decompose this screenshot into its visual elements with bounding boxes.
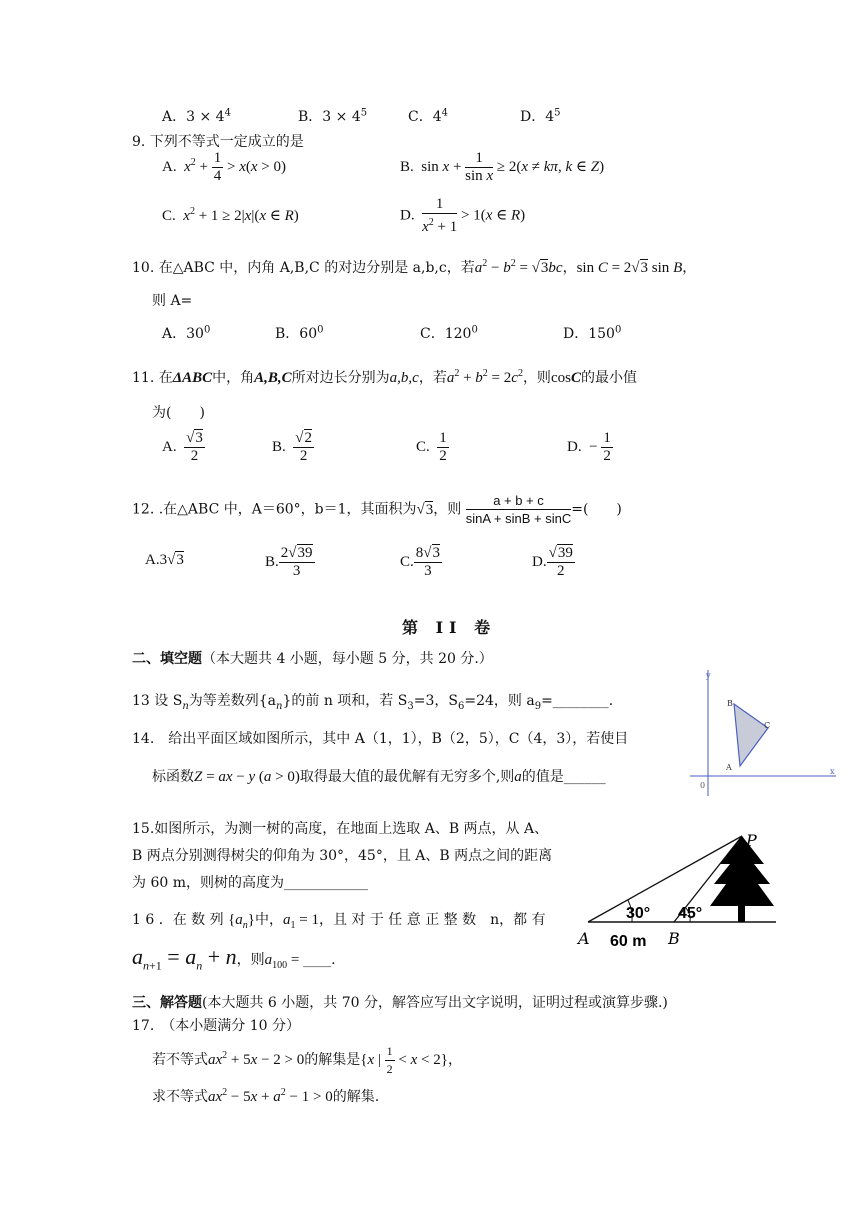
q10-stem: 10. 在△ABC 中，内角 A,B,C 的对边分别是 a,b,c，若$a^2 - b^2 = √3bc$，sin C = 2√3 sin B， (132, 258, 697, 276)
q12-option-b: B. $\frac{2√39}{3}$ (265, 545, 313, 579)
q12-option-d: D. $\frac{√39}{2}$ (532, 545, 573, 579)
q15-line3: 为 60 m，则树的高度为____________ (132, 875, 368, 891)
q15-line2: B 两点分别测得树尖的仰角为 30°，45°，且 A、B 两点之间的距离 (132, 848, 553, 864)
region-abc (734, 704, 771, 766)
q15-line1: 15.如图所示，为测一树的高度，在地面上选取 A、B 两点，从 A、 (132, 821, 549, 837)
q9-option-a: A. $x^2$ + $\frac{1}{4}$ > x(x > 0) (162, 150, 287, 184)
q9-option-c: C. $x^2 + 1 \ge 2|x|(x$ ∈ R) (162, 206, 299, 224)
x-label: x (830, 767, 835, 776)
q12-option-c: C. $\frac{8√3}{3}$ (400, 545, 440, 579)
q14-line2: 标函数Z = ax − y (a > 0)取得最大值的最优解有无穷多个,则a的值是______ (152, 769, 606, 785)
q8-option-a: A．$3 \times 4^4$ (162, 107, 231, 125)
q11-tail: 为( ) (152, 405, 205, 421)
distance-label: 60 m (610, 933, 647, 950)
point-b-label: B (668, 929, 680, 948)
point-c-label: C (764, 721, 771, 730)
q10-option-b: B．$60^0$ (275, 324, 324, 342)
q9-option-b: B. sin x + $\frac{1}{\text{sin x}}$ ≥ 2(x ≠ kπ, k ∈ Z) (400, 150, 605, 184)
q12-stem: 12. .在△ABC 中，A＝60°，b＝1，其面积为√3，则 $\frac{a + b + c}{\sin A + \sin B + \sin C}$ =( ) (132, 493, 622, 526)
q13-text: 13 设 $S_n$为等差数列$\{a_n\}$的前 n 项和，若 $S_3=3$，$S_6=24$，则 $a_9=\_\_\_\_\_\_\_\_$. (132, 693, 614, 712)
point-b-label: B (727, 699, 733, 708)
angle-45-label: 45° (678, 905, 703, 922)
q9-stem: 9. 下列不等式一定成立的是 (132, 134, 304, 150)
q9-option-d: D. $\frac{1}{x^2 + 1}$ > 1(x ∈ R) (400, 196, 526, 235)
point-a-label: A (578, 929, 590, 948)
q8-option-d: D．$4^5$ (520, 107, 561, 125)
q17-line1: 若不等式$ax^2 + 5x - 2 > 0$的解集是{x | $\frac{1}{2}$ < x < 2}， (152, 1044, 462, 1076)
y-label: y (706, 671, 711, 680)
point-p-label: P (746, 831, 757, 850)
q10-option-c: C．$120^0$ (420, 324, 478, 342)
q10-tail: 则 A= (152, 293, 193, 309)
part3-section: 三、解答题(本大题共 6 小题，共 70 分，解答应写出文字说明，证明过程或演算步骤.) (132, 995, 668, 1011)
q17-line2: 求不等式$ax^2 - 5x + a^2 - 1 > 0$的解集. (152, 1087, 380, 1105)
q12-option-a: A.3√3 (145, 552, 184, 568)
q16-line1: 1 6 ．在 数 列 $\{a_n\}$中，$a_1 = 1$，且 对 于 任 意 正 整 数 n，都 有 (132, 912, 546, 931)
q10-option-d: D．$150^0$ (563, 324, 622, 342)
q11-option-d: D. − $\frac{1}{2}$ (567, 430, 611, 464)
origin-label: 0 (700, 781, 706, 790)
q11-stem: 11. 在ΔABC中，角A,B,C所对边长分别为a,b,c，若$a^2 + b^2 = 2c^2$，则cosC的最小值 (132, 368, 637, 386)
part2-section: 二、填空题（本大题共 4 小题，每小题 5 分，共 20 分.） (132, 651, 493, 667)
q11-option-b: B. $\frac{√2}{2}$ (272, 430, 312, 464)
q17-head: 17. （本小题满分 10 分） (132, 1018, 300, 1034)
q11-option-c: C. $\frac{1}{2}$ (416, 430, 447, 464)
part2-title: 第 II 卷 (402, 618, 497, 637)
q14-line1: 14. 给出平面区域如图所示，其中 A（1，1），B（2，5），C（4，3），若使目 (132, 731, 629, 747)
q11-option-a: A. $\frac{√3}{2}$ (162, 430, 203, 464)
q8-option-c: C．$4^4$ (408, 107, 448, 125)
q8-option-b: B．$3 \times 4^5$ (298, 107, 368, 125)
q10-option-a: A．$30^0$ (162, 324, 211, 342)
q16-line2: $a_{n+1} = a_n + n$，则$a_{100}$ = ____. (132, 944, 336, 973)
point-a-label: A (726, 763, 732, 772)
angle-30-label: 30° (626, 905, 651, 922)
q15-figure (574, 826, 804, 952)
q14-figure (686, 666, 846, 802)
